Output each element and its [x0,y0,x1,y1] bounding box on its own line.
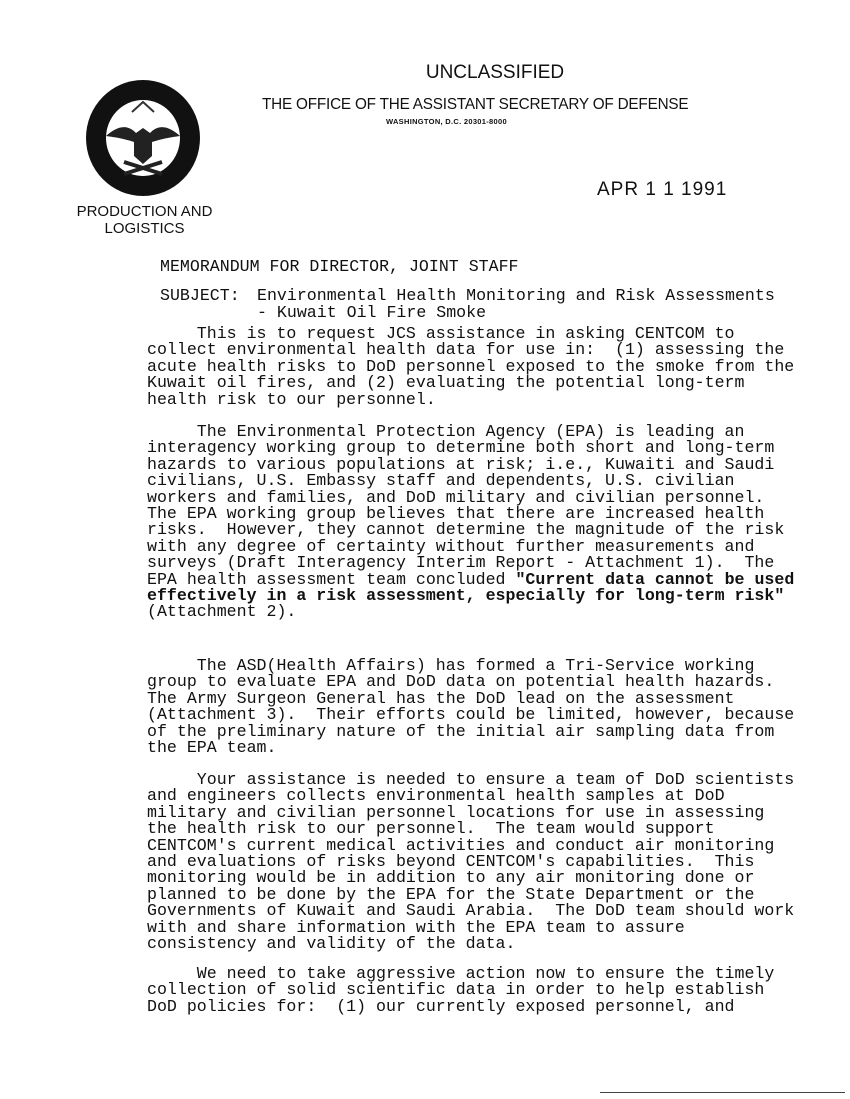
text-line: the EPA team. [147,737,277,757]
dod-seal [84,78,202,198]
text-line: We need to take aggressive action now to ensure the timely [147,964,775,983]
text-line: monitoring would be in addition to any air monitoring done or [147,868,755,888]
scan-artifact-line [600,1092,845,1093]
office-title: THE OFFICE OF THE ASSISTANT SECRETARY OF DEFENSE [262,96,689,113]
text-line: planned to be done by the EPA for the State Department or the [147,884,755,904]
text-line: Governments of Kuwait and Saudi Arabia. The DoD team should work [147,901,795,921]
text-line: Your assistance is needed to ensure a team of DoD scientists [147,770,795,789]
text-line: acute health risks to DoD personnel exposed to the smoke from the [147,356,795,376]
text-segment: EPA health assessment team concluded [147,569,516,589]
text-line: collection of solid scientific data in order to help establish [147,980,765,1000]
text-line: The Army Surgeon General has the DoD lead on the assessment [147,688,735,708]
office-address: WASHINGTON, D.C. 20301-8000 [386,117,507,126]
text-line: health risk to our personnel. [147,389,436,409]
text-line: CENTCOM's current medical activities and conduct air monitoring [147,835,775,855]
paragraph-4 [147,772,794,952]
text-line: and engineers collects environmental health samples at DoD [147,786,725,806]
division-line-1: PRODUCTION AND [76,203,213,220]
text-line: This is to request JCS assistance in asking CENTCOM to [147,324,735,343]
text-line: The Environmental Protection Agency (EPA) is leading an [147,422,745,441]
text-line: hazards to various populations at risk; i.e., Kuwaiti and Saudi [147,454,775,474]
text-line: interagency working group to determine both short and long-term [147,438,775,458]
text-line: consistency and validity of the data. [147,933,516,953]
text-line: workers and families, and DoD military and civilian personnel. [147,487,765,507]
text-line: the health risk to our personnel. The team would support [147,819,715,839]
paragraph-3 [147,658,794,756]
text-line: group to evaluate EPA and DoD data on potential health hazards. [147,672,775,692]
paragraph-5 [147,966,774,1015]
text-line: surveys (Draft Interagency Interim Report - Attachment 1). The [147,553,775,573]
text-line: risks. However, they cannot determine the magnitude of the risk [147,520,785,540]
subject-line-1: Environmental Health Monitoring and Risk Assessments [257,286,775,305]
text-line: (Attachment 2). [147,602,297,622]
text-line: of the preliminary nature of the initial air sampling data from [147,721,775,741]
text-line: (Attachment 3). Their efforts could be limited, however, because [147,705,795,725]
subject-label: SUBJECT: [160,286,240,305]
text-line: DoD policies for: (1) our currently exposed personnel, and [147,996,735,1016]
bold-quote: "Current data cannot be used [515,569,795,589]
subject-line-2: - Kuwait Oil Fire Smoke [257,303,487,322]
text-line: and evaluations of risks beyond CENTCOM's capabilities. This [147,851,755,871]
text-line: with any degree of certainty without further measurements and [147,536,755,556]
paragraph-1 [147,326,794,408]
memo-to: MEMORANDUM FOR DIRECTOR, JOINT STAFF [160,257,519,276]
text-line: civilians, U.S. Embassy staff and dependents, U.S. civilian [147,471,735,491]
text-line: with and share information with the EPA team to assure [147,917,685,937]
classification: UNCLASSIFIED [425,62,565,83]
text-line: The EPA working group believes that there are increased health [147,503,765,523]
paragraph-2 [147,424,794,621]
division-line-2: LOGISTICS [104,220,185,237]
text-line: military and civilian personnel locations for use in assessing [147,802,765,822]
text-line: The ASD(Health Affairs) has formed a Tri-Service working [147,656,755,675]
text-line: collect environmental health data for use in: (1) assessing the [147,340,785,360]
division-name [62,203,227,237]
bold-quote: effectively in a risk assessment, especially for long-term risk" [147,585,785,605]
text-line: Kuwait oil fires, and (2) evaluating the potential long-term [147,373,745,393]
date-stamp: APR 1 1 1991 [597,179,728,200]
